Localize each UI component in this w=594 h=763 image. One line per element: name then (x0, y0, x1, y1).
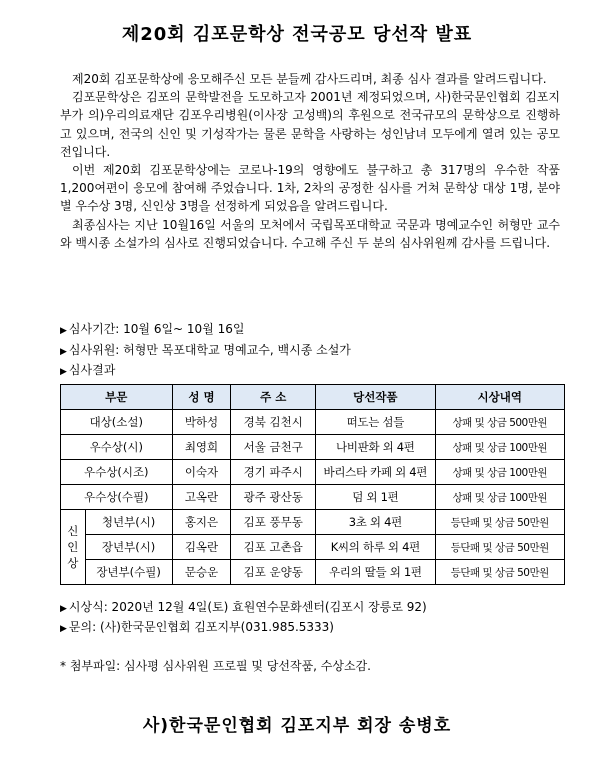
cell-name: 최영희 (172, 435, 231, 460)
cell-prize: 등단패 및 상금 50만원 (435, 535, 564, 560)
paragraph-intro: 제20회 김포문학상에 응모해주신 모든 분들께 감사드리며, 최종 심사 결과를 알려드립니다. (72, 72, 547, 86)
judges-text: 심사위원: 허형만 목포대학교 명예교수, 백시종 소설가 (68, 343, 351, 357)
info-results (60, 361, 115, 381)
cell-category: 대상(소설) (61, 410, 173, 435)
table-row (61, 485, 565, 510)
triangle-right-icon: ▶ (60, 624, 67, 634)
cell-category: 우수상(수필) (61, 485, 173, 510)
group-label-newcomer (61, 510, 86, 585)
triangle-right-icon: ▶ (60, 326, 67, 336)
cell-prize: 상패 및 상금 100만원 (435, 435, 564, 460)
cell-address: 경기 파주시 (231, 460, 316, 485)
period-text: 심사기간: 10월 6일~ 10월 16일 (68, 322, 245, 336)
table-row (61, 410, 565, 435)
table-row (61, 560, 565, 585)
table-row (61, 510, 565, 535)
cell-address: 김포 풍무동 (231, 510, 316, 535)
paragraph-judging: 최종심사는 지난 10월16일 서울의 모처에서 국립목포대학교 국문과 명예교수인 허형만 교수와 백시종 소설가의 심사로 진행되었습니다. 수고해 주신 두 분의 심사위원께 감사를 드립니다. (60, 217, 560, 250)
triangle-right-icon: ▶ (60, 367, 67, 377)
table-header-row (61, 385, 565, 410)
announcement-body (60, 70, 560, 252)
cell-category: 장년부(시) (85, 535, 172, 560)
cell-category: 우수상(시) (61, 435, 173, 460)
header-name: 성 명 (172, 385, 231, 410)
cell-work: 떠도는 섬들 (316, 410, 435, 435)
header-prize: 시상내역 (435, 385, 564, 410)
info-period (60, 320, 244, 340)
info-contact (60, 618, 334, 638)
header-work: 당선작품 (316, 385, 435, 410)
cell-address: 경북 김천시 (231, 410, 316, 435)
header-category: 부문 (61, 385, 173, 410)
cell-prize: 상패 및 상금 500만원 (435, 410, 564, 435)
cell-address: 김포 고촌읍 (231, 535, 316, 560)
cell-work: 3초 외 4편 (316, 510, 435, 535)
cell-category: 우수상(시조) (61, 460, 173, 485)
page-title: 제20회 김포문학상 전국공모 당선작 발표 (121, 24, 473, 45)
cell-category: 청년부(시) (85, 510, 172, 535)
cell-name: 홍지은 (172, 510, 231, 535)
info-ceremony (60, 598, 427, 618)
info-judges (60, 341, 351, 361)
cell-prize: 상패 및 상금 100만원 (435, 460, 564, 485)
cell-name: 김옥란 (172, 535, 231, 560)
paragraph-submissions: 이번 제20회 김포문학상에는 코로나-19의 영향에도 불구하고 총 317명의 우수한 작품 1,200여편이 응모에 참여해 주었습니다. 1차, 2차의 공정한 심사를 거쳐 문학상 대상 1명, 분야별 우수상 3명, 신인상 3명을 선정하게 되었음을 알려드립니다. (60, 163, 560, 214)
cell-prize: 등단패 및 상금 50만원 (435, 510, 564, 535)
cell-prize: 상패 및 상금 100만원 (435, 485, 564, 510)
paragraph-about: 김포문학상은 김포의 문학발전을 도모하고자 2001년 제정되었으며, 사)한국문인협회 김포지부가 의)우리의료재단 김포우리병원(이사장 고성백)의 후원으로 전국규모의 문학상으로 진행하고 있으며, 전국의 신인 및 기성작가는 물론 문학을 사랑하는 성인남녀 모두에게 열려 있는 공모전입니다. (60, 90, 560, 159)
triangle-right-icon: ▶ (60, 347, 67, 357)
cell-work: 나비판화 외 4편 (316, 435, 435, 460)
cell-name: 이숙자 (172, 460, 231, 485)
cell-address: 김포 운양동 (231, 560, 316, 585)
ceremony-text: 시상식: 2020년 12월 4일(토) 효원연수문화센터(김포시 장릉로 92) (68, 600, 427, 614)
cell-name: 고옥란 (172, 485, 231, 510)
cell-prize: 등단패 및 상금 50만원 (435, 560, 564, 585)
table-row (61, 535, 565, 560)
cell-work: 우리의 딸들 외 1편 (316, 560, 435, 585)
table-row (61, 435, 565, 460)
cell-category: 장년부(수필) (85, 560, 172, 585)
cell-work: 바리스타 카페 외 4편 (316, 460, 435, 485)
attachment-note: * 첨부파일: 심사평 심사위원 프로필 및 당선작품, 수상소감. (60, 659, 371, 673)
header-address: 주 소 (231, 385, 316, 410)
group-label-text: 신인상 (67, 524, 79, 570)
contact-text: 문의: (사)한국문인협회 김포지부(031.985.5333) (68, 620, 334, 634)
signature: 사)한국문인협회 김포지부 회장 송병호 (142, 716, 452, 736)
table-row (61, 460, 565, 485)
results-text: 심사결과 (68, 363, 116, 377)
triangle-right-icon: ▶ (60, 604, 67, 614)
cell-address: 광주 광산동 (231, 485, 316, 510)
results-table (60, 384, 565, 585)
cell-work: K씨의 하루 외 4편 (316, 535, 435, 560)
cell-name: 박하성 (172, 410, 231, 435)
cell-address: 서울 금천구 (231, 435, 316, 460)
cell-name: 문승운 (172, 560, 231, 585)
cell-work: 덤 외 1편 (316, 485, 435, 510)
